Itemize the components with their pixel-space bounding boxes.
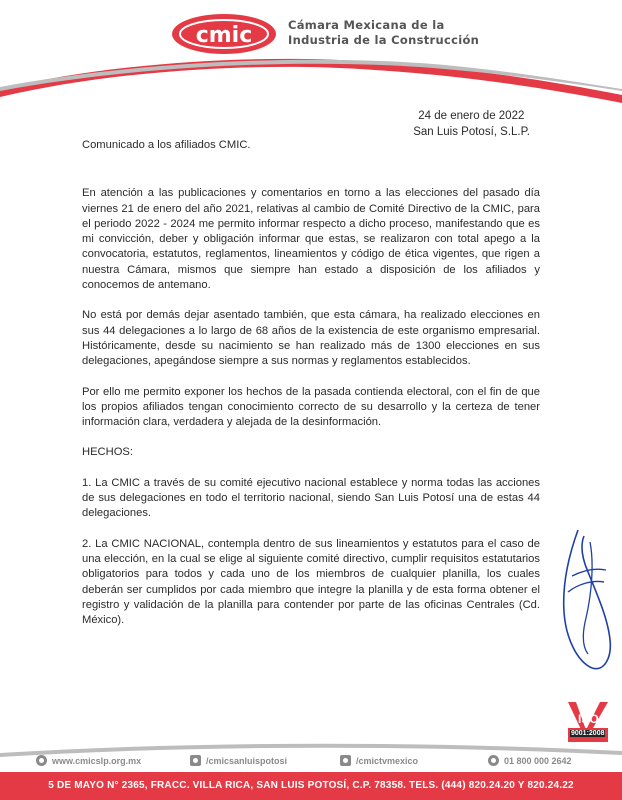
youtube-item[interactable] (340, 755, 418, 766)
facebook-icon (190, 755, 201, 766)
paragraph-purpose: Por ello me permito exponer los hechos de la pasada contienda electoral, con el fin de que los propios afiliados tengan conocimiento correcto de su desarrollo y la certeza de tener información clara, verdadera y alejada de la desinformación. (82, 385, 540, 429)
youtube-icon (340, 755, 351, 766)
facts-heading: HECHOS: (82, 446, 133, 459)
paragraph-intro: En atención a las publicaciones y comentarios en torno a las elecciones del pasado día viernes 21 de enero del año 2021, relativas al cambio de Comité Directivo de la CMIC, para el periodo 2022 - 2024 me permito informar respecto a dicho proceso, manifestando que es mi convicción, deber y obligación informar que estas, se realizaron con total apego a la convocatoria, estatutos, reglamentos, lineamientos y código de ética vigentes, que rigen a nuestra Cámara, mismos que siempre han estado a disposición de los afiliados y conocemos de antemano. (82, 187, 540, 292)
website-link[interactable]: www.cmicslp.org.mx (52, 755, 142, 766)
handwritten-signature (548, 522, 618, 672)
paragraph-history: No está por demás dejar asentado también, que esta cámara, ha realizado elecciones en sus 44 delegaciones a lo largo de 68 años de la existencia de este organismo empresarial. Históricamente, desde su nacimiento se han realizado más de 1300 elecciones en sus delegaciones, apegándose siempre a sus normas y reglamentos establecidos. (82, 309, 540, 368)
letter-body (82, 138, 540, 643)
letter-place: San Luis Potosí, S.L.P. (413, 126, 530, 138)
youtube-link[interactable]: /cmictvmexico (356, 755, 419, 766)
fact-1: 1. La CMIC a través de su comité ejecutivo nacional establece y norma todas las acciones de sus delegaciones en todo el territorio nacional, siendo San Luis Potosí una de estas 44 delegaciones. (82, 476, 540, 520)
facebook-item[interactable] (190, 755, 287, 766)
logo-lettering: cmic (195, 23, 253, 48)
greeting: Comunicado a los afiliados CMIC. (82, 139, 251, 151)
date-block (413, 108, 530, 140)
org-name-line1: Cámara Mexicana de la (288, 18, 445, 32)
phone-item[interactable] (488, 755, 572, 766)
phone-icon (488, 755, 499, 766)
globe-icon (36, 755, 47, 766)
phone-number[interactable]: 01 800 000 2642 (504, 755, 572, 766)
cmic-logo (170, 12, 278, 56)
facebook-link[interactable]: /cmicsanluispotosi (206, 755, 288, 766)
iso-year: 9001:2008 (571, 730, 605, 737)
iso-label: ISO (578, 712, 599, 726)
address-bar: 5 DE MAYO N° 2365, FRACC. VILLA RICA, SAN LUIS POTOSÍ, C.P. 78358. TELS. (444) 820.24.20 Y 820.24.22 (0, 772, 622, 800)
org-name-line2: Industria de la Construcción (288, 33, 480, 47)
fact-2: 2. La CMIC NACIONAL, contempla dentro de sus lineamientos y estatutos para el caso de una elección, en la cual se elige al siguiente comité directivo, cumplir requisitos estatutarios obligatorios para todos y cada uno de los miembros de cualquier planilla, los cuales deberán ser cumplidos por cada miembro que integre la planilla y de esta forma obtener el registro y validación de la planilla para contender por parte de las oficinas Centrales (Cd. México). (82, 537, 540, 627)
letter-date: 24 de enero de 2022 (418, 110, 525, 122)
website-item[interactable] (36, 755, 141, 766)
header-swoosh (0, 55, 622, 115)
organization-name (288, 18, 528, 48)
contact-bar (0, 753, 622, 771)
